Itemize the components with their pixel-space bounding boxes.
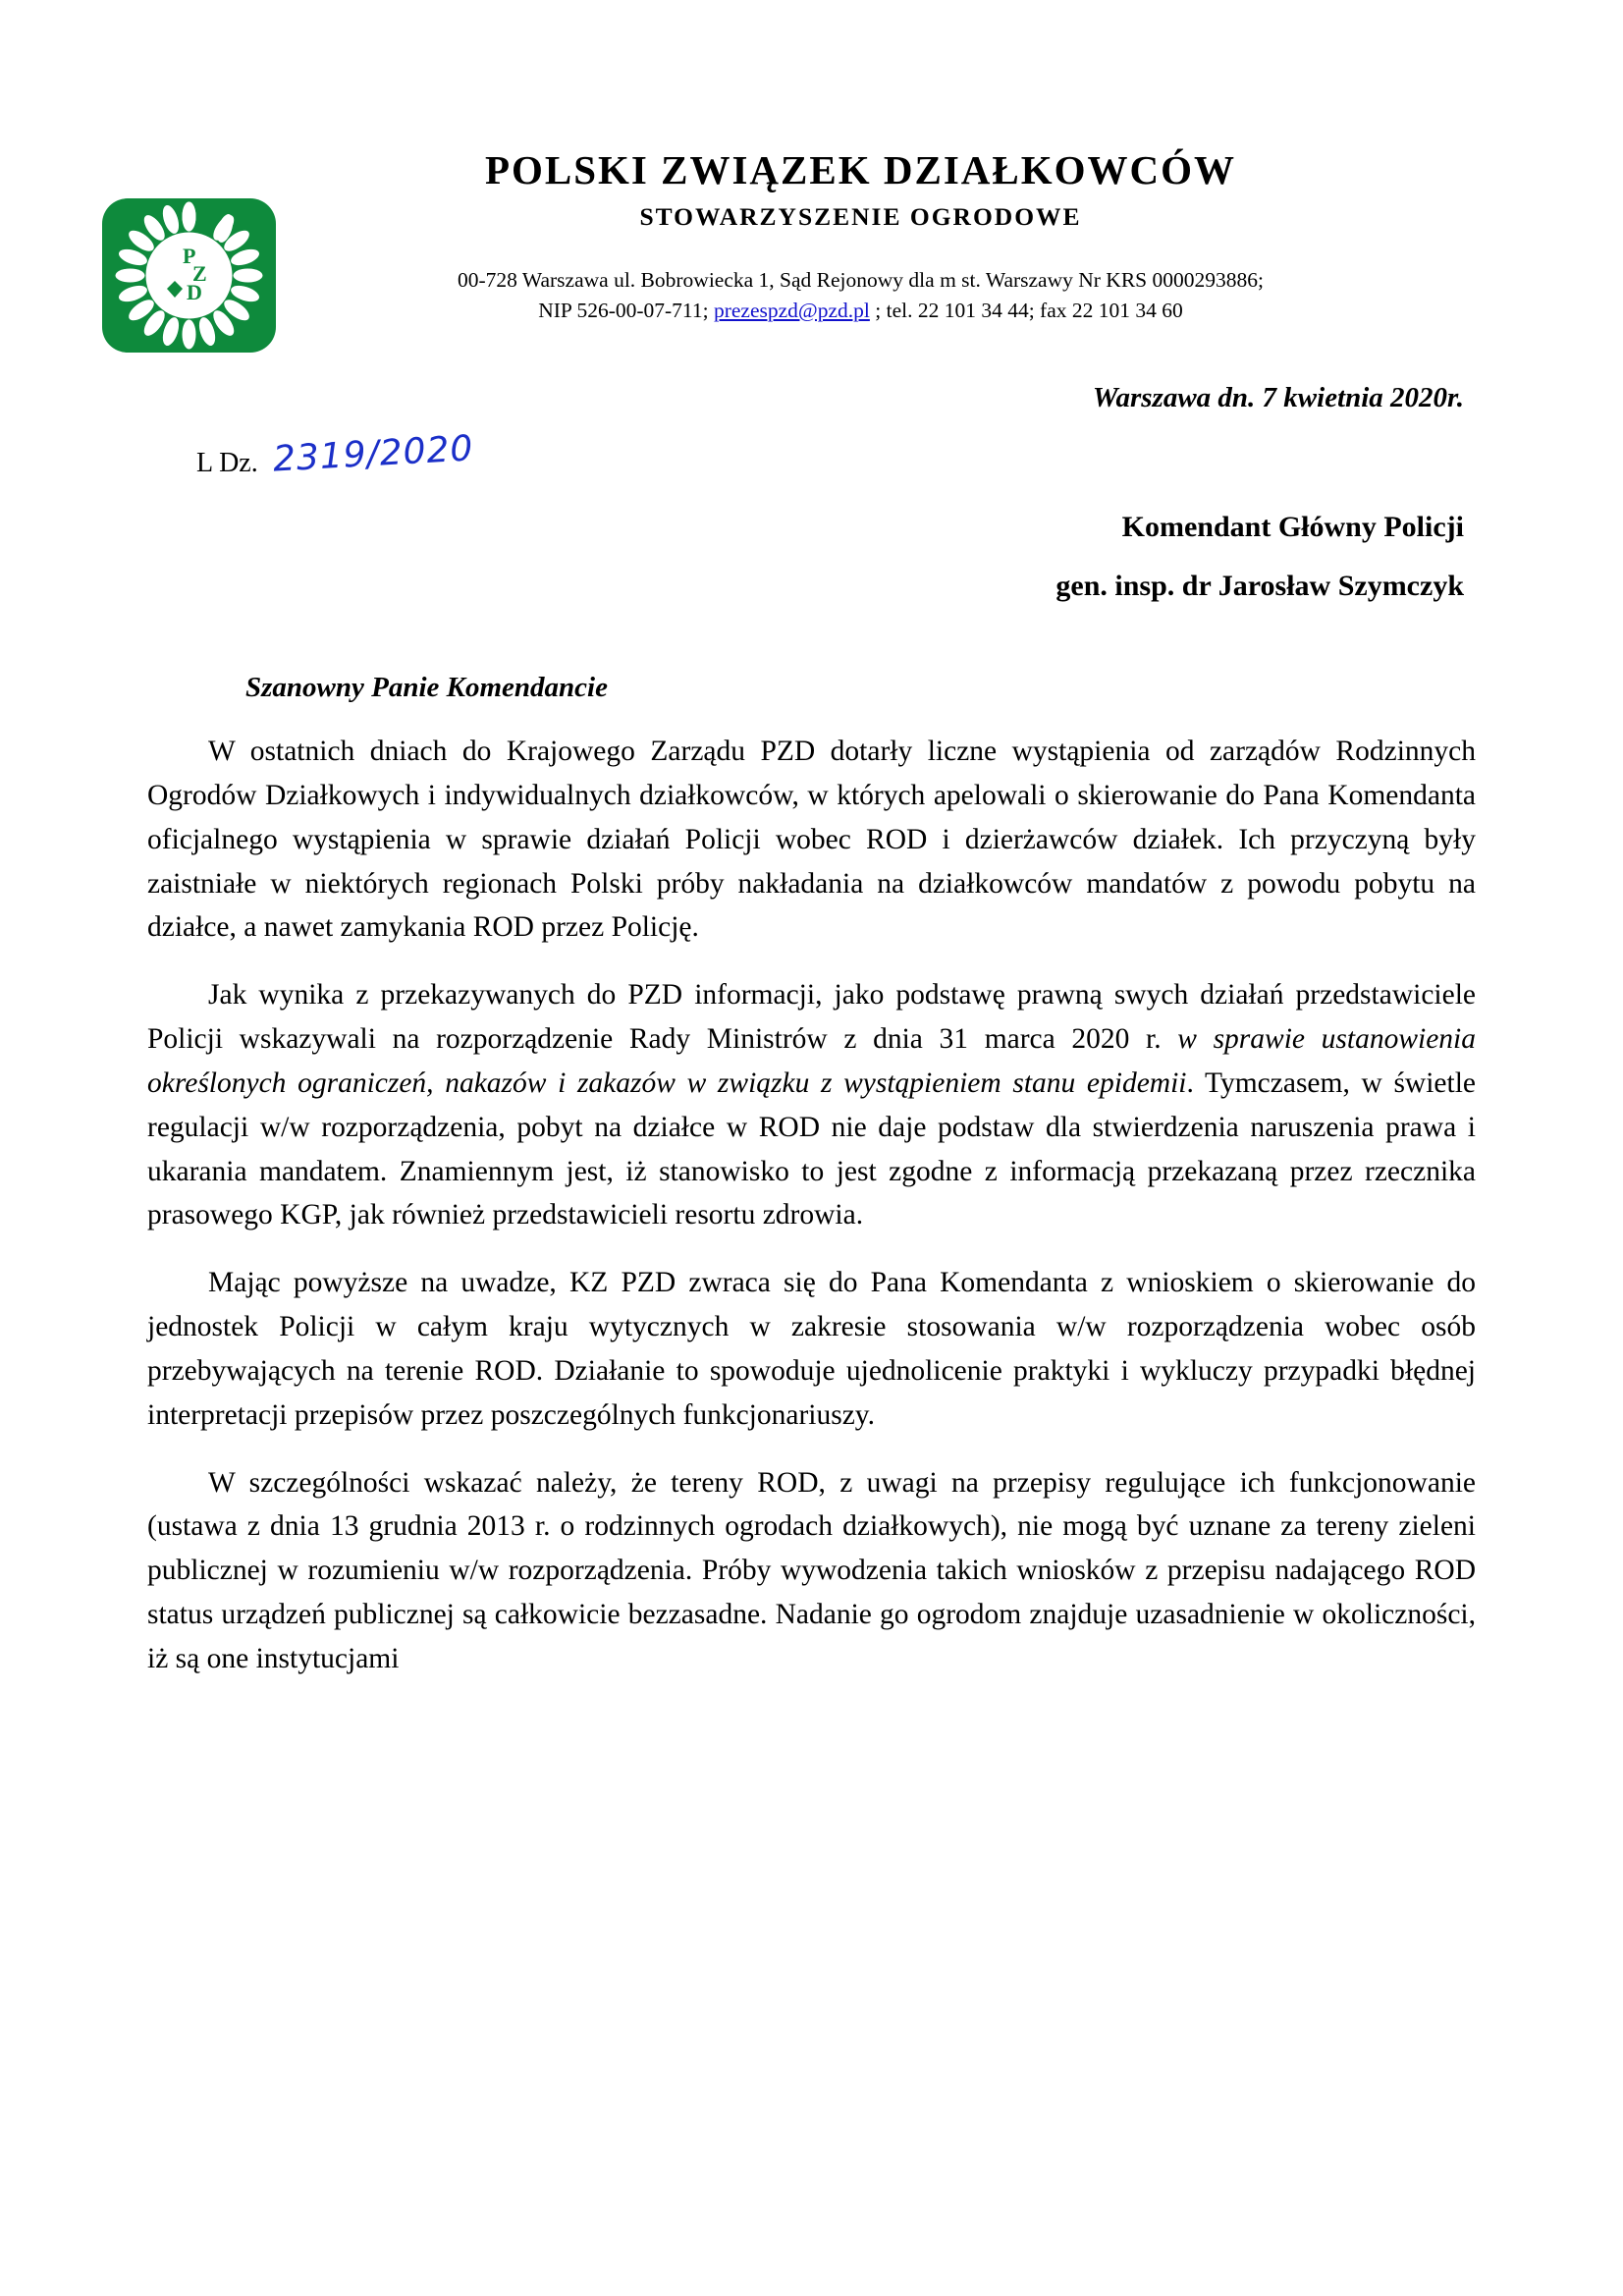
contact-email-link[interactable]: prezespzd@pzd.pl: [713, 298, 870, 322]
reference-number-handwritten: 2319/2020: [272, 428, 475, 480]
contact-line-2: [265, 296, 1456, 326]
paragraph-4: W szczególności wskazać należy, że tereny ROD, z uwagi na przepisy regulujące ich funkcjonowanie (ustawa z dnia 13 grudnia 2013 r. o rodzinnych ogrodach działkowych), nie mogą być uznane za tereny zieleni publicznej w rozumieniu w/w rozporządzenia. Próby wywodzenia takich wniosków z przepisu nadającego ROD status urządzeń publicznej są całkowicie bezzasadne. Nadanie go ogrodom znajduje uzasadnienie w okoliczności, iż są one instytucjami: [147, 1466, 1476, 1674]
contact-nip: NIP 526-00-07-711;: [538, 298, 714, 322]
org-contact: [265, 265, 1456, 325]
org-subtitle: STOWARZYSZENIE OGRODOWE: [639, 202, 1082, 232]
paragraph-2: [147, 973, 1476, 1237]
org-block: [147, 147, 1476, 325]
place-and-date: Warszawa dn. 7 kwietnia 2020r.: [1092, 382, 1464, 414]
letterhead: [147, 147, 1476, 325]
addressee-block: [147, 513, 1476, 601]
paragraph-3: Mając powyższe na uwadze, KZ PZD zwraca się do Pana Komendanta z wnioskiem o skierowanie do jednostek Policji w całym kraju wytycznych w zakresie stosowania w/w rozporządzenia wobec osób przebywających na terenie ROD. Działanie to spowoduje ujednolicenie praktyki i wykluczy przypadki błędnej interpretacji przepisów przez poszczególnych funkcjonariuszy.: [147, 1267, 1476, 1431]
logo-letter-d: D: [187, 280, 202, 304]
org-name: POLSKI ZWIĄZEK DZIAŁKOWCÓW: [484, 147, 1237, 192]
salutation: Szanowny Panie Komendancie: [245, 672, 608, 704]
addressee-line-2: gen. insp. dr Jarosław Szymczyk: [1055, 570, 1464, 603]
logo-letter-p: P: [183, 244, 196, 268]
contact-line-1: 00-728 Warszawa ul. Bobrowiecka 1, Sąd Rejonowy dla m st. Warszawy Nr KRS 0000293886;: [458, 268, 1264, 293]
paragraph-2-italic-citation: w sprawie ustanowienia określonych ograniczeń, nakazów i zakazów w związku z wystąpieniem stanu epidemii: [147, 1023, 1476, 1099]
addressee-line-1: Komendant Główny Policji: [1121, 511, 1464, 544]
logo-letter-z: Z: [192, 261, 207, 286]
reference-label: L Dz.: [196, 448, 258, 479]
paragraph-2-part-1: Jak wynika z przekazywanych do PZD informacji, jako podstawę prawną swych działań przedstawiciele Policji wskazywali na rozporządzenie Rady Ministrów z dnia 31 marca 2020 r.: [147, 979, 1476, 1056]
contact-phone: ; tel. 22 101 34 44; fax 22 101 34 60: [869, 298, 1183, 322]
letter-body: [147, 730, 1476, 1681]
pzd-logo-icon: [98, 194, 280, 356]
paragraph-1: W ostatnich dniach do Krajowego Zarządu PZD dotarły liczne wystąpienia od zarządów Rodzinnych Ogrodów Działkowych i indywidualnych działkowców, w których apelowali o skierowanie do Pana Komendanta oficjalnego wystąpienia w sprawie działań Policji wobec ROD i dzierżawców działek. Ich przyczyną były zaistniałe w niektórych regionach Polski próby nakładania na działkowców mandatów z powodu pobytu na działce, a nawet zamykania ROD przez Policję.: [147, 736, 1476, 944]
reference-row: [147, 428, 1476, 499]
paragraph-2-part-2: . Tymczasem, w świetle regulacji w/w rozporządzenia, pobyt na działce w ROD nie daje podstaw dla stwierdzenia naruszenia prawa i ukarania mandatem. Znamiennym jest, iż stanowisko to jest zgodne z informacją przekazaną przez rzecznika prasowego KGP, jak również przedstawicieli resortu zdrowia.: [147, 1066, 1477, 1231]
